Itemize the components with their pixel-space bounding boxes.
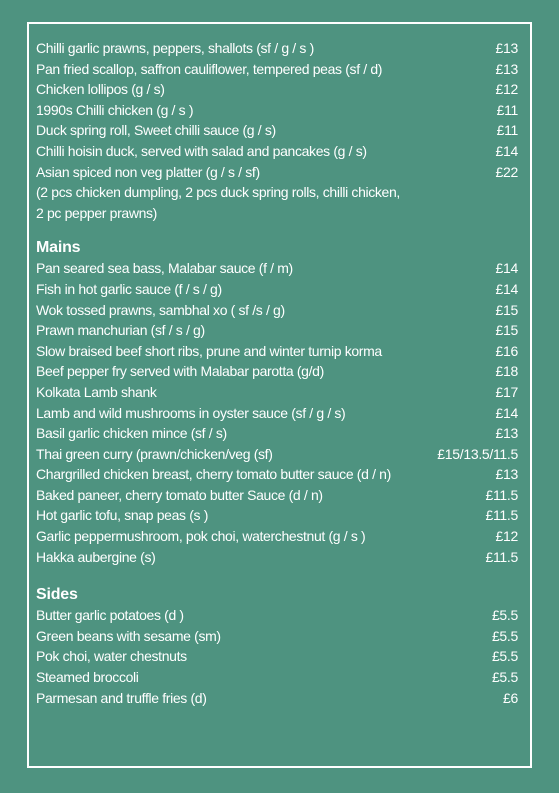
item-name: Basil garlic chicken mince (sf / s)	[36, 425, 227, 442]
menu-item	[36, 38, 518, 59]
item-name: Duck spring roll, Sweet chilli sauce (g / s)	[36, 122, 276, 139]
item-price: £14	[495, 404, 518, 421]
item-name: Chargrilled chicken breast, cherry tomato butter sauce (d / n)	[36, 466, 391, 483]
item-price: £14	[495, 280, 518, 297]
item-price: £5.5	[491, 607, 518, 624]
item-price: £17	[495, 383, 518, 400]
item-price: £14	[495, 260, 518, 277]
item-name: Wok tossed prawns, sambhal xo ( sf /s / g)	[36, 301, 285, 318]
item-price: £12	[495, 81, 518, 98]
item-name: Garlic peppermushroom, pok choi, waterchestnut (g / s )	[36, 528, 366, 545]
platter-note-line: 2 pc pepper prawns)	[36, 204, 157, 221]
item-name: Pan seared sea bass, Malabar sauce (f / m)	[36, 260, 293, 277]
menu-item	[36, 626, 518, 647]
item-price: £13	[495, 40, 518, 56]
item-name: Chicken lollipos (g / s)	[36, 81, 165, 98]
item-price: £16	[495, 342, 518, 359]
item-price: £12	[495, 528, 518, 545]
platter-note-line: (2 pcs chicken dumpling, 2 pcs duck spring rolls, chilli chicken,	[36, 184, 400, 201]
sides-list	[36, 605, 518, 708]
menu-item	[36, 464, 518, 485]
menu-item	[36, 361, 518, 382]
menu-item	[36, 258, 518, 279]
item-price: £15	[495, 301, 518, 318]
menu-item	[36, 79, 518, 100]
menu-item	[36, 688, 518, 709]
item-price: £13	[495, 60, 518, 77]
item-name: Parmesan and truffle fries (d)	[36, 689, 207, 706]
menu-item	[36, 667, 518, 688]
menu-item	[36, 300, 518, 321]
menu-item	[36, 646, 518, 667]
item-price: £13	[495, 425, 518, 442]
menu-item	[36, 279, 518, 300]
menu-item	[36, 444, 518, 465]
item-price: £5.5	[491, 627, 518, 644]
item-name: Thai green curry (prawn/chicken/veg (sf)	[36, 445, 273, 462]
menu-item	[36, 120, 518, 141]
item-name: Kolkata Lamb shank	[36, 383, 157, 400]
item-name: Butter garlic potatoes (d )	[36, 607, 184, 624]
item-name: Fish in hot garlic sauce (f / s / g)	[36, 280, 222, 297]
starters-list	[36, 38, 518, 223]
item-name: Pan fried scallop, saffron cauliflower, tempered peas (sf / d)	[36, 60, 383, 77]
item-name: Asian spiced non veg platter (g / s / sf)	[36, 163, 260, 180]
menu-item	[36, 505, 518, 526]
item-name: Beef pepper fry served with Malabar parotta (g/d)	[36, 363, 324, 380]
item-price: £14	[495, 142, 518, 159]
menu-content	[36, 38, 518, 708]
menu-item	[36, 605, 518, 626]
item-price: £11.5	[485, 486, 518, 503]
item-price: £5.5	[491, 648, 518, 665]
item-price: £11.5	[485, 507, 518, 524]
item-price: £15	[495, 322, 518, 339]
mains-list	[36, 258, 518, 567]
menu-item	[36, 526, 518, 547]
menu-item	[36, 485, 518, 506]
item-price: £11	[496, 122, 518, 139]
item-name: 1990s Chilli chicken (g / s )	[36, 101, 194, 118]
item-name: Hot garlic tofu, snap peas (s )	[36, 507, 209, 524]
item-name: Chilli hoisin duck, served with salad and pancakes (g / s)	[36, 142, 367, 159]
item-price: £5.5	[491, 669, 518, 686]
menu-item	[36, 403, 518, 424]
item-name: Prawn manchurian (sf / s / g)	[36, 322, 205, 339]
menu-item	[36, 59, 518, 80]
item-price: £18	[495, 363, 518, 380]
item-name: Steamed broccoli	[36, 669, 139, 686]
section-title-sides: Sides	[36, 586, 78, 604]
item-price: £11	[496, 101, 518, 118]
item-name: Baked paneer, cherry tomato butter Sauce (d / n)	[36, 486, 323, 503]
item-price: £11.5	[485, 548, 518, 565]
item-price: £13	[495, 466, 518, 483]
item-name: Pok choi, water chestnuts	[36, 648, 187, 665]
menu-item	[36, 341, 518, 362]
menu-item	[36, 100, 518, 121]
item-name: Hakka aubergine (s)	[36, 548, 156, 565]
menu-item	[36, 141, 518, 162]
item-name: Lamb and wild mushrooms in oyster sauce (sf / g / s)	[36, 404, 346, 421]
menu-item	[36, 423, 518, 444]
menu-item	[36, 382, 518, 403]
item-price: £15/13.5/11.5	[437, 445, 518, 462]
item-name: Slow braised beef short ribs, prune and winter turnip korma	[36, 342, 382, 359]
item-name: Green beans with sesame (sm)	[36, 627, 221, 644]
section-title-mains: Mains	[36, 239, 81, 257]
menu-item	[36, 162, 518, 183]
item-price: £22	[495, 163, 518, 180]
item-price: £6	[503, 689, 518, 706]
menu-item	[36, 547, 518, 568]
item-name: Chilli garlic prawns, peppers, shallots (sf / g / s )	[36, 40, 314, 56]
menu-item	[36, 320, 518, 341]
